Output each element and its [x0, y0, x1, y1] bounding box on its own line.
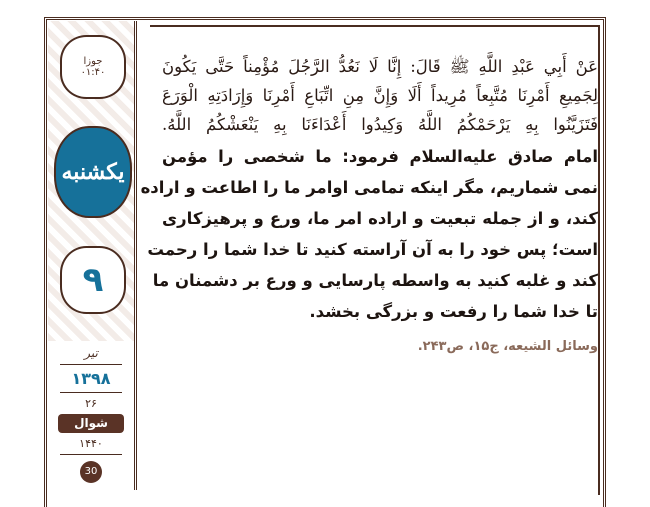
- divider: [60, 454, 122, 455]
- arabic-line: عَنْ أَبِي عَبْدِ اللَّهِ ﷺ قَالَ: إِنَّا لَا نَعُدُّ الرَّجُلَ مُؤْمِناً حَتَّى يَكُونَ: [162, 57, 598, 76]
- divider: [60, 392, 122, 393]
- zodiac-time: ۰۱:۴۰: [80, 67, 106, 78]
- arabic-line: لِجَمِيعِ أَمْرِنَا مُتَّبِعاً مُرِيداً أَلَا وَإِنَّ مِنِ اتِّبَاعِ أَمْرِنَا وَإِرَادَتِهِ الْوَرَعَ: [162, 86, 598, 105]
- divider: [60, 364, 122, 365]
- lunar-month: شوال: [58, 414, 124, 433]
- source-citation: وسائل الشیعه، ج۱۵، ص۲۴۳.: [417, 339, 598, 354]
- zodiac-medallion: [60, 35, 126, 99]
- persian-line: کند، و از جمله تبعیت و اراده امر ما، ورع و پرهیزکاری: [162, 209, 598, 228]
- hadith-content: [140, 52, 598, 354]
- persian-translation: [140, 141, 598, 327]
- gregorian-day: 30: [80, 461, 102, 483]
- solar-month: تیر: [84, 346, 98, 360]
- lunar-day: ۲۶: [85, 397, 97, 410]
- solar-year: ۱۳۹۸: [71, 369, 111, 388]
- persian-line: کند و غلبه کنید به واسطه پارسایی و ورع بر دشمنان ما: [152, 271, 598, 290]
- arabic-hadith: [162, 52, 598, 139]
- persian-line: است؛ پس خود را به آن آراسته کنید تا خدا شما را رحمت: [147, 240, 598, 259]
- arabic-line: فَتَزَيَّنُوا بِهِ يَرْحَمْكُمُ اللَّهُ وَكِيدُوا أَعْدَاءَنَا بِهِ يَنْعَشْكُمُ اللَّهُ.: [162, 115, 598, 134]
- persian-line: تا خدا شما را رفعت و بزرگی بخشد.: [309, 302, 598, 321]
- persian-line: امام صادق علیه‌السلام فرمود: ما شخصی را مؤمن: [162, 147, 598, 166]
- lunar-year: ۱۴۴۰: [79, 437, 103, 450]
- persian-line: نمی شماریم، مگر اینکه تمامی اوامر ما را اطاعت و اراده: [140, 178, 598, 197]
- calendar-sidebar: [48, 21, 137, 490]
- weekday-badge: یکشنبه: [54, 126, 132, 218]
- zodiac-sign: جوزا: [83, 56, 103, 67]
- date-details: [48, 346, 134, 483]
- day-number: ۹: [60, 246, 126, 314]
